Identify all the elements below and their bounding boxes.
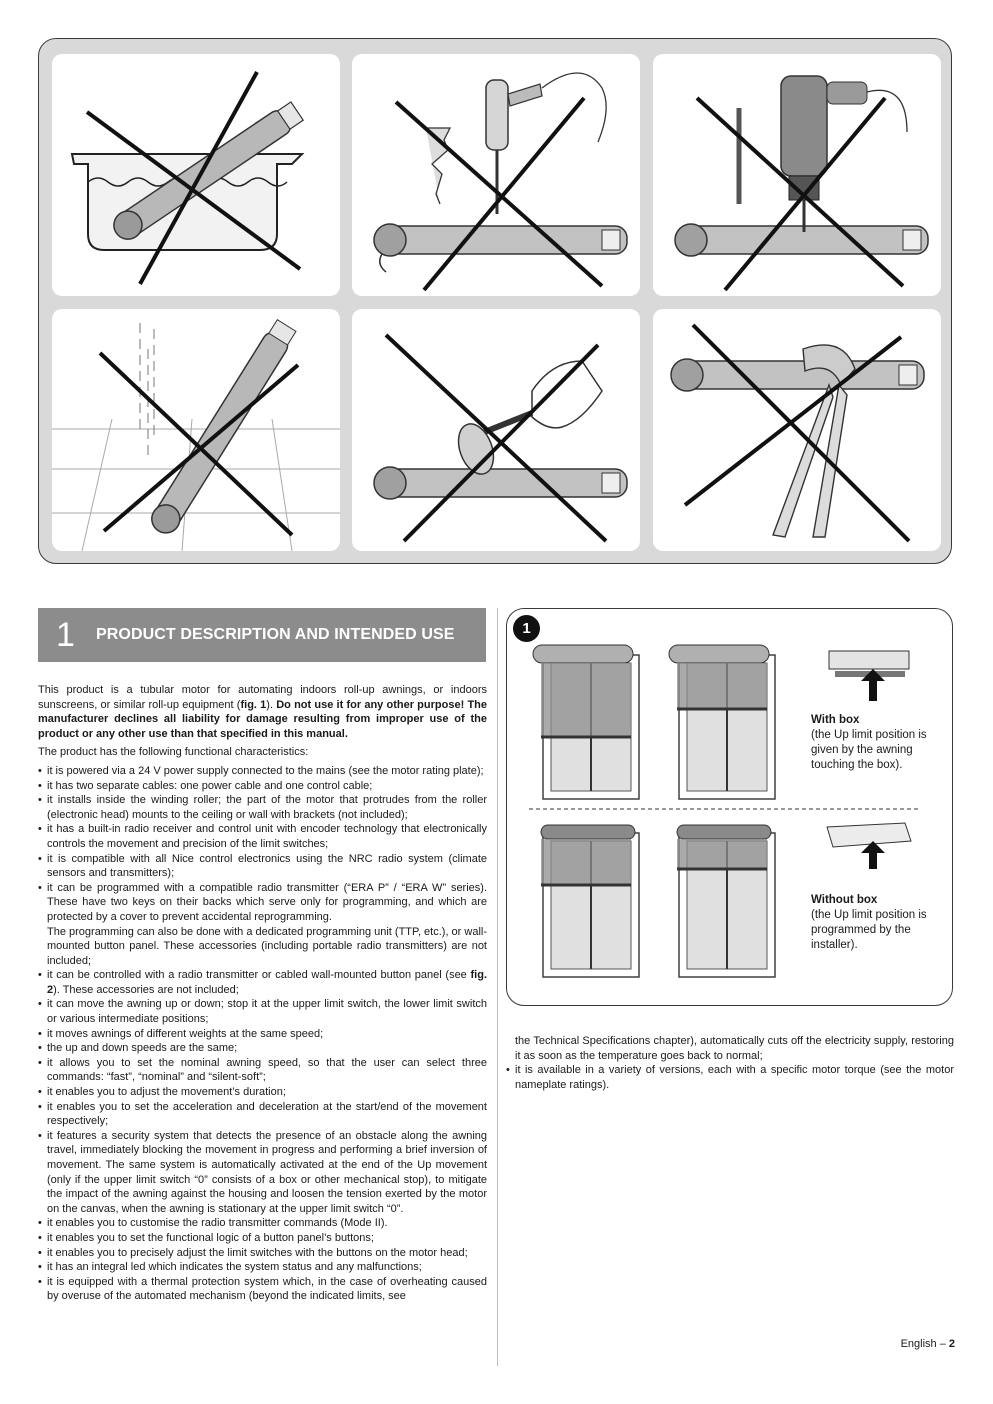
panel-no-immersion	[52, 54, 340, 296]
window-without-box-2	[677, 825, 775, 977]
continuation-list	[506, 1063, 954, 1092]
column-divider	[497, 608, 498, 1366]
hammer-motor-illustration	[352, 309, 640, 551]
characteristics-list	[38, 764, 487, 1304]
roller-detail	[827, 823, 911, 869]
panel-no-drilling	[653, 54, 941, 296]
continuation-text: the Technical Specifications chapter), automatically cuts off the electricity supply, restoring it as soon as the temperature goes back to normal;	[515, 1035, 954, 1062]
list-item: • it enables you to adjust the movement’s duration;	[38, 1085, 487, 1100]
intro-paragraph	[38, 683, 487, 741]
product-description-text	[38, 683, 487, 1304]
section-header	[38, 608, 486, 662]
list-item: • it features a security system that detects the presence of an obstacle along the awning travel, immediately blocking the movement in progress and performing a brief inversion of movement. The same system is automatically activated at the end of the Up movement (only if the upper limit switch “0” consists of a box or other mechanical stop), to mitigate the impact of the awning against the housing and loosen the tension exerted by the motor on the canvas, when the awning is stationary at the upper limit switch “0”.	[38, 1129, 487, 1217]
caption-with-box-text: (the Up limit position is given by the awning touching the box).	[811, 729, 927, 771]
screw-into-motor-illustration	[352, 54, 640, 296]
footer-language: English –	[900, 1338, 949, 1350]
list-item: • it enables you to set the acceleration and deceleration at the start/end of the movement respectively;	[38, 1100, 487, 1129]
caption-without-box	[811, 893, 941, 953]
list-item: • it is compatible with all Nice control electronics using the NRC radio system (climate sensors and transmitters);	[38, 852, 487, 881]
list-item-text-end: ). These accessories are not included;	[53, 983, 239, 996]
warning-illustrations-frame	[38, 38, 952, 564]
drill-motor-illustration	[653, 54, 941, 296]
caption-without-box-text: (the Up limit position is programmed by the installer).	[811, 909, 927, 951]
dropped-motor-illustration	[52, 309, 340, 551]
panel-no-hammering	[352, 309, 640, 551]
list-item: • it enables you to set the functional logic of a button panel’s buttons;	[38, 1231, 487, 1246]
intro-warning: Do not use it for any other purpose! The manufacturer declines all liability for damage resulting from improper use of the product or any other use than that specified in this manual.	[38, 698, 487, 740]
list-item: • it can move the awning up or down; stop it at the upper limit switch, the lower limit switch or various intermediate positions;	[38, 997, 487, 1026]
intro-text-mid: ).	[266, 698, 277, 711]
caption-with-box	[811, 713, 941, 773]
list-item	[38, 881, 487, 969]
list-item-subtext: The programming can also be done with a dedicated programming unit (TTP, etc.), or wall-mounted button panel. These accessories (including portable radio transmitters) are not included;	[47, 925, 488, 967]
characteristics-lead: The product has the following functional characteristics:	[38, 746, 309, 759]
page-footer	[901, 1338, 955, 1350]
right-column-text	[506, 1034, 954, 1092]
list-item: • it enables you to customise the radio transmitter commands (Mode II).	[38, 1216, 487, 1231]
list-item: • it moves awnings of different weights at the same speed;	[38, 1027, 487, 1042]
motor-in-water-illustration	[52, 54, 340, 296]
panel-no-dropping	[52, 309, 340, 551]
box-detail	[829, 651, 909, 701]
list-item	[38, 968, 487, 997]
list-item: • it is available in a variety of versions, each with a specific motor torque (see the motor nameplate ratings).	[506, 1063, 954, 1092]
intro-text: This product is a tubular motor for automating indoors roll-up awnings, or indoors sunscreens, or similar roll-up equipment (	[38, 684, 487, 711]
list-item-text: it can be programmed with a compatible radio transmitter (“ERA P” / “ERA W” series). These have two keys on their backs which serve only for programming, and which are protected by a cover to prevent accidental reprogramming.	[47, 881, 487, 923]
section-title: PRODUCT DESCRIPTION AND INTENDED USE	[96, 626, 455, 643]
list-item: • it has an integral led which indicates the system status and any malfunctions;	[38, 1260, 487, 1275]
figure-1	[506, 608, 953, 1006]
list-item: • it installs inside the winding roller; the part of the motor that protrudes from the roller (electronic head) mounts to the ceiling or wall with brackets (not included);	[38, 793, 487, 822]
window-without-box-1	[541, 825, 639, 977]
list-item: • it is powered via a 24 V power supply connected to the mains (see the motor rating plate);	[38, 764, 487, 779]
panel-no-screws	[352, 54, 640, 296]
figure-reference: fig. 1	[240, 698, 267, 711]
list-item: • it allows you to set the nominal awning speed, so that the user can select three commands: “fast”, “nominal” and “silent-soft”;	[38, 1056, 487, 1085]
list-item: • it enables you to precisely adjust the limit switches with the buttons on the motor head;	[38, 1246, 487, 1261]
list-item: • it has two separate cables: one power cable and one control cable;	[38, 779, 487, 794]
pliers-motor-illustration	[653, 309, 941, 551]
list-item: • it is equipped with a thermal protection system which, in the case of overheating caused by overuse of the automated mechanism (beyond the indicated limits, see	[38, 1275, 487, 1304]
window-with-box-1	[533, 645, 639, 799]
list-item-text: it can be controlled with a radio transmitter or cabled wall-mounted button panel (see	[47, 969, 471, 982]
caption-without-box-title: Without box	[811, 894, 878, 906]
caption-with-box-title: With box	[811, 714, 860, 726]
figure-number-badge: 1	[513, 615, 540, 642]
window-with-box-2	[669, 645, 775, 799]
figure-reference: fig. 2	[47, 969, 487, 996]
list-item: • it has a built-in radio receiver and control unit with encoder technology that electronically controls the movement and precision of the limit switches;	[38, 822, 487, 851]
panel-no-crushing	[653, 309, 941, 551]
section-number: 1	[56, 616, 75, 654]
page-number: 2	[948, 1338, 955, 1350]
list-item: • the up and down speeds are the same;	[38, 1041, 487, 1056]
